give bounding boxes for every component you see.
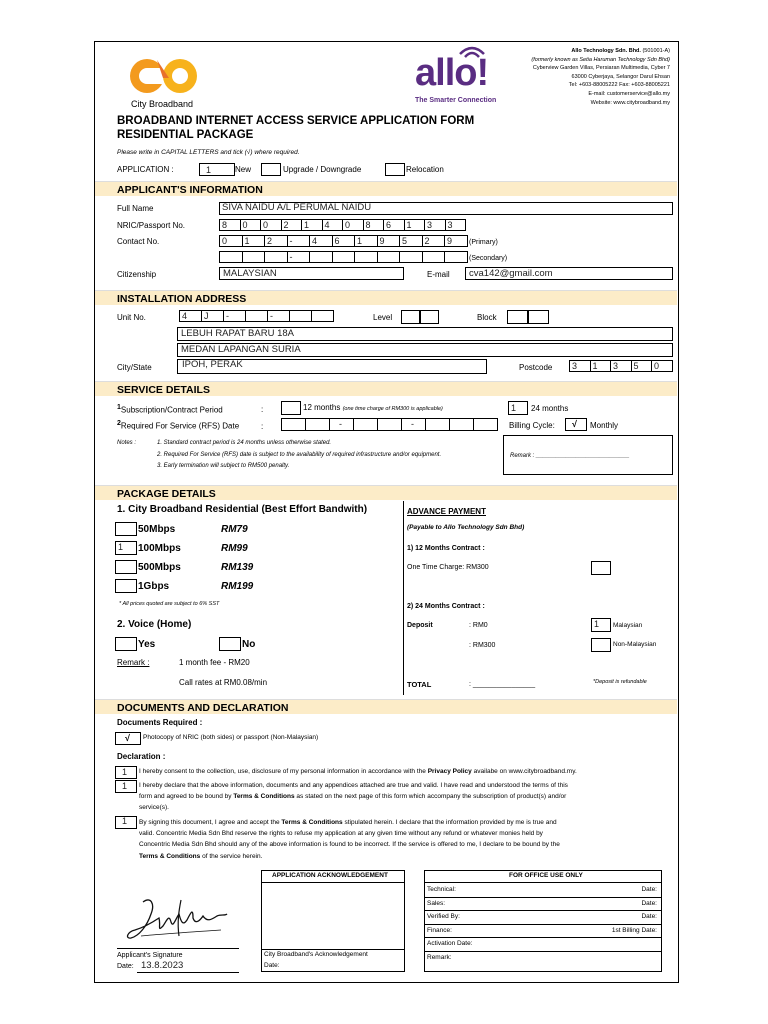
decl2-l2-part-a: form and agreed to be bound by bbox=[139, 793, 234, 800]
rfs-date-box[interactable] bbox=[449, 418, 474, 431]
office-row-label: Sales: bbox=[427, 899, 446, 907]
acknowledgement-title: APPLICATION ACKNOWLEDGEMENT bbox=[272, 872, 388, 879]
full-name-value: SIVA NAIDU A/L PERUMAL NAIDU bbox=[222, 202, 372, 213]
deposit-rm300: : RM300 bbox=[469, 642, 496, 649]
billing-label: Billing Cycle: bbox=[509, 421, 555, 430]
office-row-date-label: Date: bbox=[641, 899, 657, 907]
declaration-3-line-4 bbox=[139, 854, 262, 861]
photocopy-checkbox[interactable] bbox=[115, 732, 141, 745]
contact-label: Contact No. bbox=[117, 237, 160, 246]
unit-char-box[interactable] bbox=[311, 310, 334, 322]
rfs-label: $^2$Required For Service (RFS) Date bbox=[117, 420, 240, 431]
secondary-contact-digit-box[interactable] bbox=[354, 251, 378, 263]
unit-char-box[interactable] bbox=[289, 310, 312, 322]
one-time-checkbox[interactable] bbox=[591, 561, 611, 575]
company-email: E-mail: customerservice@allo.my bbox=[588, 90, 670, 97]
office-row-label: Remark: bbox=[427, 953, 452, 961]
plan-speed: 500Mbps bbox=[138, 562, 181, 573]
office-row[interactable] bbox=[425, 925, 661, 939]
malaysian-check-mark: 1 bbox=[594, 619, 600, 629]
voice-no-checkbox[interactable] bbox=[219, 637, 241, 651]
block-box-2[interactable] bbox=[528, 310, 549, 324]
rfs-date-box[interactable] bbox=[473, 418, 498, 431]
signature-date-value: 13.8.2023 bbox=[141, 960, 184, 971]
terms-link-1[interactable]: Terms & Conditions bbox=[233, 793, 295, 800]
secondary-contact-digit-box[interactable] bbox=[242, 251, 266, 263]
decl1-mark: 1 bbox=[122, 767, 128, 777]
full-name-label: Full Name bbox=[117, 204, 154, 213]
address-line-2[interactable] bbox=[177, 343, 673, 357]
level-box-2[interactable] bbox=[420, 310, 439, 324]
photocopy-check-mark: √ bbox=[125, 733, 130, 743]
subscription-label: $^1$Subscription/Contract Period bbox=[117, 404, 223, 415]
postcode-digit-box[interactable]: 1 bbox=[590, 360, 612, 372]
decl3-l1-part-a: By signing this document, I agree and accept the bbox=[139, 819, 282, 826]
unit-label: Unit No. bbox=[117, 313, 146, 322]
office-row[interactable] bbox=[425, 911, 661, 925]
twelve-months-note: (one time charge of RM300 is applicable) bbox=[342, 406, 443, 412]
address-line-1[interactable] bbox=[177, 327, 673, 341]
office-row[interactable] bbox=[425, 884, 661, 898]
upgrade-label: Upgrade / Downgrade bbox=[283, 165, 362, 174]
contact-digit-box[interactable]: 9 bbox=[377, 235, 401, 247]
malaysian-label: Malaysian bbox=[613, 622, 643, 629]
email-label: E-mail bbox=[427, 270, 450, 279]
signature-image bbox=[121, 892, 231, 948]
citizenship-field[interactable] bbox=[219, 267, 404, 280]
citizenship-value: MALAYSIAN bbox=[223, 268, 277, 279]
installation-section-header bbox=[95, 290, 677, 305]
new-check-mark: 1 bbox=[206, 165, 212, 175]
postcode-digit-box[interactable]: 5 bbox=[631, 360, 653, 372]
twentyfour-check-mark: 1 bbox=[511, 403, 517, 413]
office-row[interactable] bbox=[425, 898, 661, 912]
malaysian-checkbox[interactable] bbox=[591, 618, 611, 632]
new-label: New bbox=[235, 165, 252, 174]
signature-date-line bbox=[137, 972, 239, 973]
voice-title: 2. Voice (Home) bbox=[117, 619, 192, 630]
office-row-date-label: Date: bbox=[641, 913, 657, 920]
primary-label: (Primary) bbox=[469, 239, 498, 246]
nric-digit-box[interactable]: 4 bbox=[322, 219, 344, 231]
voice-remark-2: Call rates at RM0.08/min bbox=[179, 678, 268, 687]
declaration-label: Declaration : bbox=[117, 752, 166, 761]
address-line-1-value: LEBUH RAPAT BARU 18A bbox=[181, 328, 294, 339]
decl1-part-c: availabe on www.citybroadband.my. bbox=[471, 768, 577, 775]
company-tel: Tel: +603-88005222 Fax: +603-88005221 bbox=[568, 82, 670, 89]
secondary-contact-digit-box[interactable] bbox=[309, 251, 333, 263]
unit-char-box[interactable]: J bbox=[201, 310, 224, 322]
company-formerly: (formerly known as Setia Haruman Technology Sdn Bhd) bbox=[531, 56, 670, 63]
package-divider bbox=[403, 501, 404, 695]
sst-note: * All prices quoted are subject to 6% SST bbox=[119, 601, 220, 607]
declaration-3-line-1 bbox=[139, 820, 557, 827]
postcode-digit-box[interactable]: 3 bbox=[610, 360, 632, 372]
installation-heading: INSTALLATION ADDRESS bbox=[117, 293, 247, 305]
form-subtitle: RESIDENTIAL PACKAGE bbox=[117, 129, 254, 141]
citizenship-label: Citizenship bbox=[117, 270, 157, 279]
contact-digit-box[interactable]: 2 bbox=[422, 235, 446, 247]
nric-digit-box[interactable]: 3 bbox=[445, 219, 467, 231]
acknowledgement-rule bbox=[262, 949, 404, 950]
postcode-label: Postcode bbox=[519, 363, 553, 372]
contact-digit-box[interactable]: 9 bbox=[444, 235, 468, 247]
remark-box[interactable] bbox=[503, 435, 673, 475]
nric-digit-box[interactable]: 2 bbox=[281, 219, 303, 231]
declaration-2-checkbox[interactable] bbox=[115, 780, 137, 793]
note-2: 2. Required For Service (RFS) date is subject to the availability of required infrastructure and/or equipment. bbox=[157, 452, 442, 458]
terms-link-2[interactable]: Terms & Conditions bbox=[281, 819, 343, 826]
note-3: 3. Early termination will subject to RM500 penalty. bbox=[157, 463, 290, 469]
secondary-contact-digit-box[interactable] bbox=[219, 251, 243, 263]
office-use-box bbox=[424, 870, 662, 972]
package-section-header bbox=[95, 485, 677, 500]
advance-payment-sub: (Payable to Allo Technology Sdn Bhd) bbox=[407, 524, 525, 531]
twentyfour-months-label: 24 months bbox=[531, 404, 569, 413]
twelve-months-text: 12 months bbox=[303, 403, 341, 412]
voice-yes-label: Yes bbox=[138, 639, 156, 650]
nric-digit-box[interactable]: 8 bbox=[219, 219, 241, 231]
documents-heading: DOCUMENTS AND DECLARATION bbox=[117, 702, 289, 714]
secondary-contact-digit-box[interactable]: - bbox=[287, 251, 311, 263]
declaration-1-text bbox=[139, 769, 577, 776]
contact-digit-box[interactable]: 0 bbox=[219, 235, 243, 247]
secondary-contact-digit-box[interactable] bbox=[377, 251, 401, 263]
acknowledgement-label: City Broadband's Acknowledgement bbox=[264, 951, 368, 958]
applicant-heading: APPLICANT'S INFORMATION bbox=[117, 184, 263, 196]
note-1: 1. Standard contract period is 24 months unless otherwise stated. bbox=[157, 440, 332, 446]
secondary-label: (Secondary) bbox=[469, 255, 508, 262]
nric-label: NRIC/Passport No. bbox=[117, 221, 186, 230]
allo-wordmark: allo! bbox=[415, 52, 489, 94]
rfs-date-box[interactable] bbox=[353, 418, 378, 431]
rfs-date-box[interactable] bbox=[425, 418, 450, 431]
plan-speed: 100Mbps bbox=[138, 543, 181, 554]
form-instruction: Please write in CAPITAL LETTERS and tick (√) where required. bbox=[117, 149, 300, 156]
acknowledgement-box[interactable] bbox=[261, 870, 405, 972]
signature-date-label: Date: bbox=[117, 963, 134, 970]
unit-char-box[interactable]: 4 bbox=[179, 310, 202, 322]
contact-digit-box[interactable]: 1 bbox=[354, 235, 378, 247]
twelve-months-checkbox[interactable] bbox=[281, 401, 301, 415]
monthly-label: Monthly bbox=[590, 421, 619, 430]
company-addr1: Cyberview Garden Villas, Persiaran Multimedia, Cyber 7 bbox=[532, 65, 670, 72]
one-time-charge: One Time Charge: RM300 bbox=[407, 564, 489, 571]
voice-remark-label: Remark : bbox=[117, 658, 150, 667]
city-label: City/State bbox=[117, 363, 152, 372]
decl1-part-a: I hereby consent to the collection, use, disclosure of my personal information in accordance with the bbox=[139, 768, 428, 775]
nric-digit-box[interactable]: 0 bbox=[342, 219, 364, 231]
plan-price: RM199 bbox=[221, 581, 254, 592]
level-box-1[interactable] bbox=[401, 310, 420, 324]
monthly-check-mark: √ bbox=[572, 419, 577, 429]
office-row-date-label: Date: bbox=[641, 886, 657, 893]
secondary-contact-digit-box[interactable] bbox=[422, 251, 446, 263]
company-name: Allo Technology Sdn. Bhd. bbox=[571, 48, 641, 54]
twentyfour-months-checkbox[interactable] bbox=[508, 401, 528, 415]
plan-checkbox[interactable] bbox=[115, 522, 137, 536]
acknowledgement-date: Date: bbox=[264, 962, 280, 969]
service-heading: SERVICE DETAILS bbox=[117, 384, 210, 396]
documents-section-header bbox=[95, 699, 677, 714]
company-address bbox=[450, 47, 670, 107]
nric-digit-box[interactable]: 1 bbox=[301, 219, 323, 231]
company-reg: (501001-A) bbox=[642, 48, 670, 54]
decl3-l4-part-b: of the service herein. bbox=[200, 853, 263, 860]
rfs-colon: : bbox=[261, 422, 264, 431]
secondary-contact-digit-box[interactable] bbox=[332, 251, 356, 263]
level-label: Level bbox=[373, 313, 393, 322]
nric-digit-box[interactable]: 6 bbox=[383, 219, 405, 231]
plan-speed: 50Mbps bbox=[138, 524, 176, 535]
declaration-2-line-3: service(s). bbox=[139, 804, 169, 811]
twelve-months-label bbox=[303, 404, 443, 413]
postcode-digit-box[interactable]: 0 bbox=[651, 360, 673, 372]
nric-digit-box[interactable]: 1 bbox=[404, 219, 426, 231]
rfs-date-box[interactable] bbox=[377, 418, 402, 431]
block-label: Block bbox=[477, 313, 497, 322]
contact-digit-box[interactable]: 4 bbox=[309, 235, 333, 247]
nric-digit-box[interactable]: 0 bbox=[240, 219, 262, 231]
logo-text: City Broadband bbox=[131, 99, 194, 109]
upgrade-checkbox[interactable] bbox=[261, 163, 281, 176]
unit-char-box[interactable] bbox=[245, 310, 268, 322]
plan-price: RM139 bbox=[221, 562, 254, 573]
office-row[interactable] bbox=[425, 938, 661, 952]
office-row-date-label: 1st Billing Date: bbox=[611, 926, 657, 934]
decl3-l1-part-c: stipulated herein. I declare that the information provided by me is true and bbox=[342, 819, 557, 826]
office-row-label: Technical: bbox=[427, 886, 456, 893]
residential-title: 1. City Broadband Residential (Best Effort Bandwith) bbox=[117, 504, 368, 515]
voice-no-label: No bbox=[242, 639, 256, 650]
plan-price: RM79 bbox=[221, 524, 248, 535]
photocopy-label: Photocopy of NRIC (both sides) or passport (Non-Malaysian) bbox=[143, 734, 319, 741]
office-use-title: FOR OFFICE USE ONLY bbox=[509, 872, 583, 879]
contact-digit-box[interactable]: 5 bbox=[399, 235, 423, 247]
application-label: APPLICATION : bbox=[117, 165, 174, 174]
plan-checkbox[interactable] bbox=[115, 579, 137, 593]
office-row-label: Activation Date: bbox=[427, 940, 473, 947]
decl2-mark: 1 bbox=[122, 781, 128, 791]
rfs-date-box[interactable] bbox=[281, 418, 306, 431]
city-broadband-logo bbox=[125, 50, 205, 110]
contact-digit-box[interactable]: - bbox=[287, 235, 311, 247]
rfs-date-box[interactable]: - bbox=[401, 418, 426, 431]
plan-speed: 1Gbps bbox=[138, 581, 170, 592]
declaration-3-line-3: Concentric Media Sdn Bhd should any of the above information is found to be incorrect. If the service is offered to me, I declare to be bound by the bbox=[139, 841, 560, 848]
city-value: IPOH, PERAK bbox=[182, 359, 243, 370]
documents-required-label: Documents Required : bbox=[117, 718, 203, 727]
contact-digit-box[interactable]: 6 bbox=[332, 235, 356, 247]
signature-line bbox=[117, 948, 239, 949]
office-row-label: Verified By: bbox=[427, 913, 460, 920]
declaration-3-checkbox[interactable] bbox=[115, 816, 137, 829]
signature-label: Applicant's Signature bbox=[117, 952, 183, 959]
company-addr2: 63000 Cyberjaya, Selangor Darul Ehsan bbox=[571, 73, 670, 80]
unit-char-box[interactable]: - bbox=[223, 310, 246, 322]
office-row-label: Finance: bbox=[427, 926, 452, 934]
subscription-label-text: Subscription/Contract Period bbox=[120, 405, 223, 415]
declaration-2-line-2 bbox=[139, 794, 566, 801]
email-value: cva142@gmail.com bbox=[469, 268, 553, 279]
non-malaysian-checkbox[interactable] bbox=[591, 638, 611, 652]
total-value: : ________________ bbox=[469, 681, 536, 688]
non-malaysian-label: Non-Malaysian bbox=[613, 641, 657, 648]
block-box-1[interactable] bbox=[507, 310, 528, 324]
package-heading: PACKAGE DETAILS bbox=[117, 488, 216, 500]
applicant-section-header bbox=[95, 181, 677, 196]
address-line-2-value: MEDAN LAPANGAN SURIA bbox=[181, 344, 301, 355]
nric-digit-box[interactable]: 8 bbox=[363, 219, 385, 231]
plan-price: RM99 bbox=[221, 543, 248, 554]
relocation-label: Relocation bbox=[406, 165, 444, 174]
deposit-rm0: : RM0 bbox=[469, 622, 488, 629]
new-checkbox[interactable] bbox=[199, 163, 235, 176]
form-title: BROADBAND INTERNET ACCESS SERVICE APPLICATION FORM bbox=[117, 115, 475, 127]
voice-remark-1: 1 month fee - RM20 bbox=[179, 658, 250, 667]
secondary-contact-digit-box[interactable] bbox=[264, 251, 288, 263]
acknowledgement-header bbox=[262, 871, 404, 883]
contact-digit-box[interactable]: 2 bbox=[264, 235, 288, 247]
privacy-policy-link[interactable]: Privacy Policy bbox=[427, 768, 472, 775]
terms-link-3[interactable]: Terms & Conditions bbox=[139, 853, 201, 860]
office-row[interactable] bbox=[425, 952, 661, 966]
company-website: Website: www.citybroadband.my bbox=[590, 99, 670, 106]
secondary-contact-digit-box[interactable] bbox=[399, 251, 423, 263]
service-section-header bbox=[95, 381, 677, 396]
declaration-2-line-1: I hereby declare that the above information, documents and any appendices attached are true and valid. I have read and understood the terms of this bbox=[139, 782, 568, 789]
voice-yes-checkbox[interactable] bbox=[115, 637, 137, 651]
subscription-colon: : bbox=[261, 405, 264, 414]
relocation-checkbox[interactable] bbox=[385, 163, 405, 176]
contact-digit-box[interactable]: 1 bbox=[242, 235, 266, 247]
decl2-l2-part-c: as stated on the next page of this form which accompany the subscription of product(s) and/or bbox=[294, 793, 567, 800]
full-name-field[interactable] bbox=[219, 202, 673, 215]
email-field[interactable] bbox=[465, 267, 673, 280]
unit-char-box[interactable]: - bbox=[267, 310, 290, 322]
secondary-contact-digit-box[interactable] bbox=[444, 251, 468, 263]
nric-digit-box[interactable]: 0 bbox=[260, 219, 282, 231]
rfs-label-text: Required For Service (RFS) Date bbox=[120, 421, 240, 431]
total-label: TOTAL bbox=[407, 680, 432, 689]
twelve-month-contract: 1) 12 Months Contract : bbox=[407, 545, 485, 552]
rfs-date-box[interactable]: - bbox=[329, 418, 354, 431]
deposit-refundable-note: *Deposit is refundable bbox=[593, 679, 647, 685]
advance-payment-title: ADVANCE PAYMENT bbox=[407, 507, 486, 516]
plan-checkbox[interactable]: 1 bbox=[115, 541, 137, 555]
plan-checkbox[interactable] bbox=[115, 560, 137, 574]
decl3-mark: 1 bbox=[122, 816, 128, 826]
declaration-3-line-2: valid. Concentric Media Sdn Bhd reserve the rights to refuse my application at any given time without any refund or whatever monies held by bbox=[139, 830, 543, 837]
remark-text: Remark : ____________________________ bbox=[510, 453, 630, 459]
monthly-checkbox[interactable] bbox=[565, 418, 587, 431]
notes-label: Notes : bbox=[117, 440, 137, 446]
office-use-header bbox=[425, 871, 661, 883]
postcode-digit-box[interactable]: 3 bbox=[569, 360, 591, 372]
deposit-label: Deposit bbox=[407, 622, 433, 629]
declaration-1-checkbox[interactable] bbox=[115, 766, 137, 779]
city-field[interactable] bbox=[177, 359, 487, 374]
application-form bbox=[94, 41, 679, 983]
twentyfour-month-contract: 2) 24 Months Contract : bbox=[407, 603, 485, 610]
nric-digit-box[interactable]: 3 bbox=[424, 219, 446, 231]
allo-tagline: The Smarter Connection bbox=[415, 97, 497, 104]
rfs-date-box[interactable] bbox=[305, 418, 330, 431]
